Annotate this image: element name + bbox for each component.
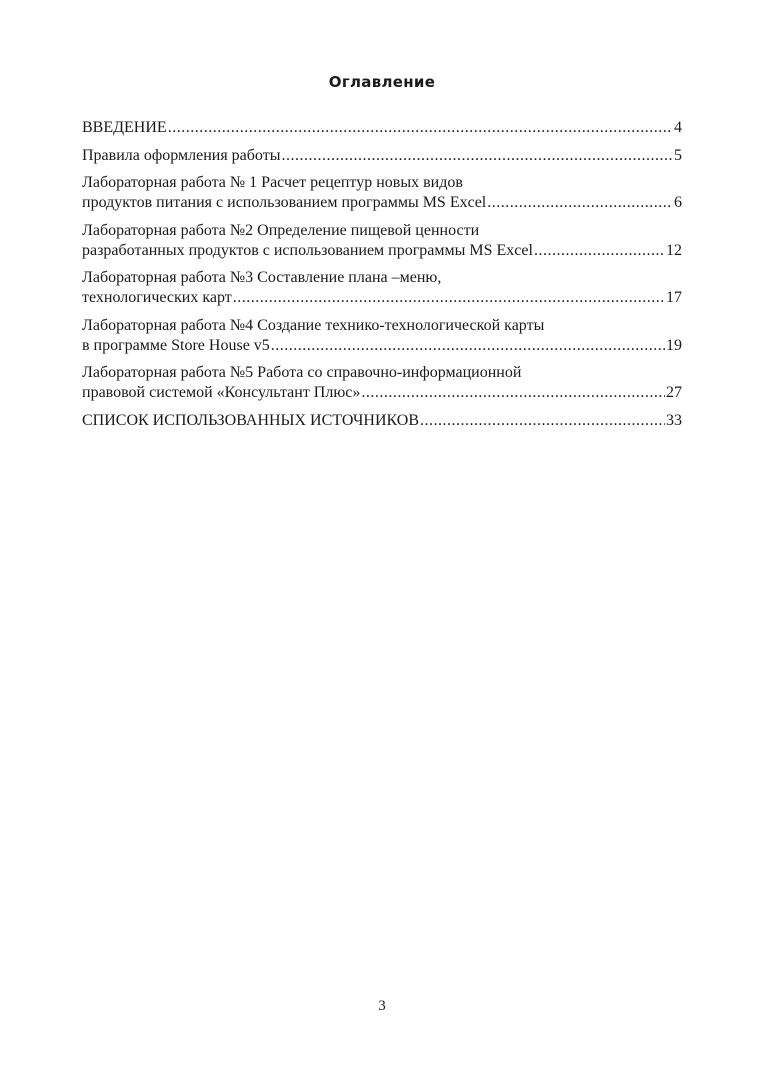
table-of-contents (82, 118, 682, 438)
toc-entry-title: ВВЕДЕНИЕ (82, 119, 167, 136)
toc-page-number: 4 (674, 119, 682, 136)
toc-entry-title-line1: Лабораторная работа №3 Составление плана –меню, (82, 269, 442, 286)
toc-entry-title-line1: Лабораторная работа №5 Работа со справочно-информационной (82, 364, 522, 381)
toc-entry-introduction[interactable] (82, 118, 682, 138)
dot-leader (420, 411, 665, 431)
toc-entry-formatting-rules[interactable] (82, 146, 682, 166)
toc-entry-title-line2: в программе Store House v5 (82, 336, 270, 354)
toc-entry-lab-5[interactable] (82, 363, 682, 403)
toc-entry-title-line2: разработанных продуктов с использованием программы MS Excel (82, 241, 533, 259)
toc-page-number: 17 (666, 289, 682, 306)
dot-leader (534, 241, 665, 261)
toc-page-number: 33 (666, 411, 682, 429)
toc-entry-lab-3[interactable] (82, 268, 682, 308)
toc-page-number: 27 (666, 384, 682, 401)
toc-entry-lab-4[interactable] (82, 316, 682, 356)
dot-leader (487, 193, 673, 213)
toc-entry-title-line1: Лабораторная работа №4 Создание технико-технологической карты (82, 316, 545, 334)
toc-entry-lab-1[interactable] (82, 173, 682, 213)
dot-leader (361, 383, 665, 403)
toc-heading: Оглавление (328, 73, 436, 91)
toc-page-number: 5 (674, 146, 682, 164)
toc-entry-title-line2: продуктов питания с использованием программы MS Excel (82, 194, 487, 211)
toc-entry-title: СПИСОК ИСПОЛЬЗОВАННЫХ ИСТОЧНИКОВ (82, 411, 420, 429)
dot-leader (281, 146, 673, 166)
dot-leader (233, 288, 665, 308)
toc-entry-title: Правила оформления работы (82, 146, 281, 164)
toc-page-number: 19 (666, 336, 682, 354)
toc-entry-title-line2: технологических карт (82, 289, 232, 306)
toc-entry-title-line2: правовой системой «Консультант Плюс» (82, 384, 361, 401)
toc-entry-title-line1: Лабораторная работа № 1 Расчет рецептур новых видов (82, 174, 463, 191)
toc-entry-sources[interactable] (82, 411, 682, 431)
dot-leader (168, 118, 673, 138)
toc-page-number: 12 (666, 241, 682, 259)
dot-leader (271, 336, 665, 356)
toc-page-number: 6 (674, 194, 682, 211)
toc-entry-lab-2[interactable] (82, 221, 682, 261)
toc-entry-title-line1: Лабораторная работа №2 Определение пищевой ценности (82, 221, 480, 239)
page-number: 3 (378, 998, 386, 1014)
